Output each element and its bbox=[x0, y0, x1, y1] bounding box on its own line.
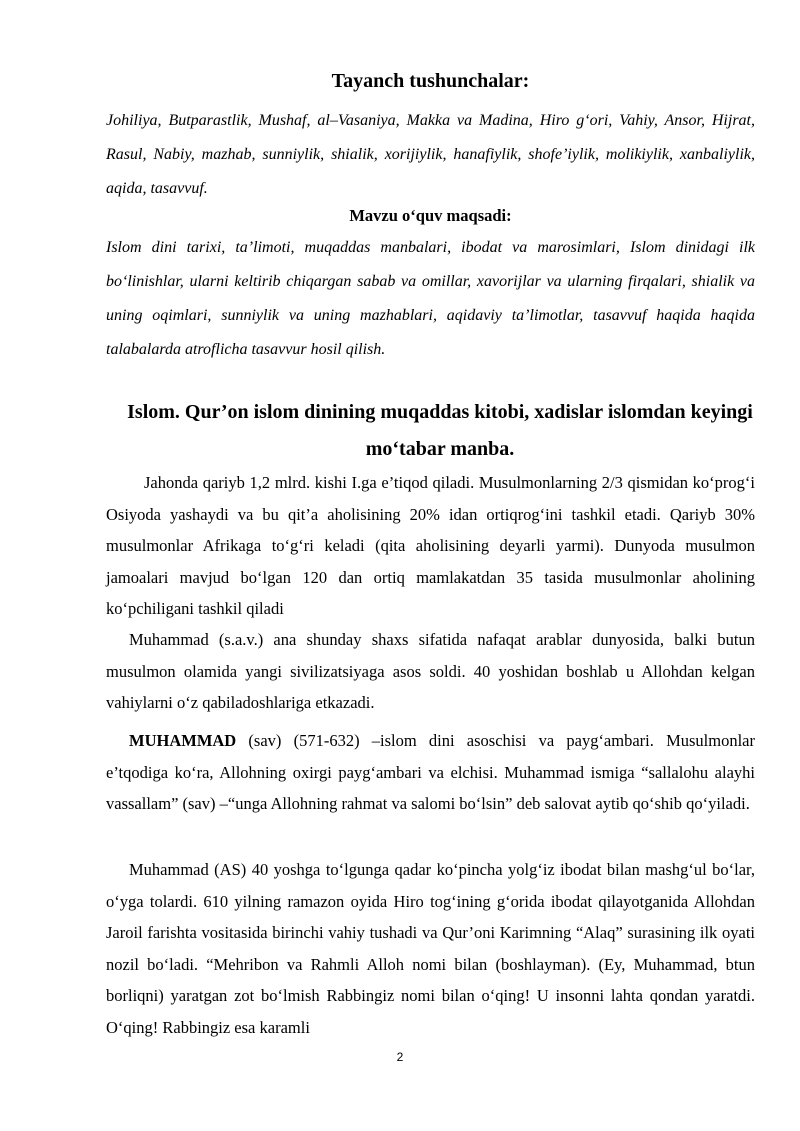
keywords-text: Johiliya, Butparastlik, Mushaf, al–Vasaniya, Makka va Madina, Hiro g‘ori, Vahiy, Ansor, Hijrat, Rasul, Nabiy, mazhab, sunniylik, shialik, xorijiylik, hanafiylik, shofe’iylik, molikiylik, xanbaliylik, aqida, tasavvuf. bbox=[106, 112, 755, 197]
page-number: 2 bbox=[396, 1050, 404, 1064]
learning-goals-heading: Mavzu o‘quv maqsadi: bbox=[349, 206, 512, 225]
paragraph-first-revelation: Muhammad (AS) 40 yoshga to‘lgunga qadar ko‘pincha yolg‘iz ibodat bilan mashg‘ul bo‘lar, o‘yga tolardi. 610 yilning ramazon oyida Hiro tog‘ining g‘orida ibodat qilayotganida Allohdan Jaroil farishta vositasida birinchi vahiy tushadi va Qur’oni Karimning “Alaq” surasining ilk oyati nozil bo‘ladi. “Mehribon va Rahmli Alloh nomi bilan (boshlayman). (Ey, Muhammad, btun borliqni) yaratgan zot bo‘lmish Rabbingiz nomi bilan o‘qing! U insonni lahta qondan yaratdi. O‘qing! Rabbingiz esa karamli bbox=[106, 860, 755, 1037]
muhammad-name-bold: MUHAMMAD bbox=[129, 731, 237, 750]
key-concepts-heading: Tayanch tushunchalar: bbox=[331, 70, 530, 92]
learning-goals-text: Islom dini tarixi, ta’limoti, muqaddas manbalari, ibodat va marosimlari, Islom dinidagi ilk bo‘linishlar, ularni keltirib chiqargan sabab va omillar, xavorijlar va ularning firqalari, shialik va uning oqimlari, sunniylik va uning mazhablari, aqidaviy ta’limotlar, tasavvuf haqida haqida talabalarda atroflicha tasavvur hosil qilish. bbox=[106, 239, 755, 358]
paragraph-muhammad-civilization: Muhammad (s.a.v.) ana shunday shaxs sifatida nafaqat arablar dunyosida, balki butun musulmon olamida yangi sivilizatsiyaga asos soldi. 40 yoshidan boshlab u Allohdan kelgan vahiylarni o‘z qabiladoshlariga etkazadi. bbox=[106, 630, 755, 712]
section-title: Islom. Qur’on islom dinining muqaddas kitobi, xadislar islomdan keyingi mo‘tabar manba. bbox=[127, 401, 753, 460]
paragraph-population: Jahonda qariyb 1,2 mlrd. kishi I.ga e’tiqod qiladi. Musulmonlarning 2/3 qismidan ko‘prog‘i Osiyoda yashaydi va bu qit’a aholisining 20% idan ortiqrog‘ini tashkil etadi. Qariyb 30% musulmonlar Afrikaga to‘g‘ri keladi (qita aholisining deyarli yarmi). Dunyoda musulmon jamoalari mavjud bo‘lgan 120 dan ortiq mamlakatdan 35 tasida musulmonlar aholining ko‘pchiligani tashkil qiladi bbox=[106, 473, 755, 618]
paragraph-muhammad-bio-text: (sav) (571-632) –islom dini asoschisi va payg‘ambari. Musulmonlar e’tqodiga ko‘ra, Allohning oxirgi payg‘ambari va elchisi. Muhammad ismiga “sallalohu alayhi vassallam” (sav) –“unga Allohning rahmat va salomi bo‘lsin” deb salovat aytib qo‘shib qo‘yiladi. bbox=[106, 731, 755, 813]
paragraph-muhammad-bio bbox=[106, 725, 755, 820]
